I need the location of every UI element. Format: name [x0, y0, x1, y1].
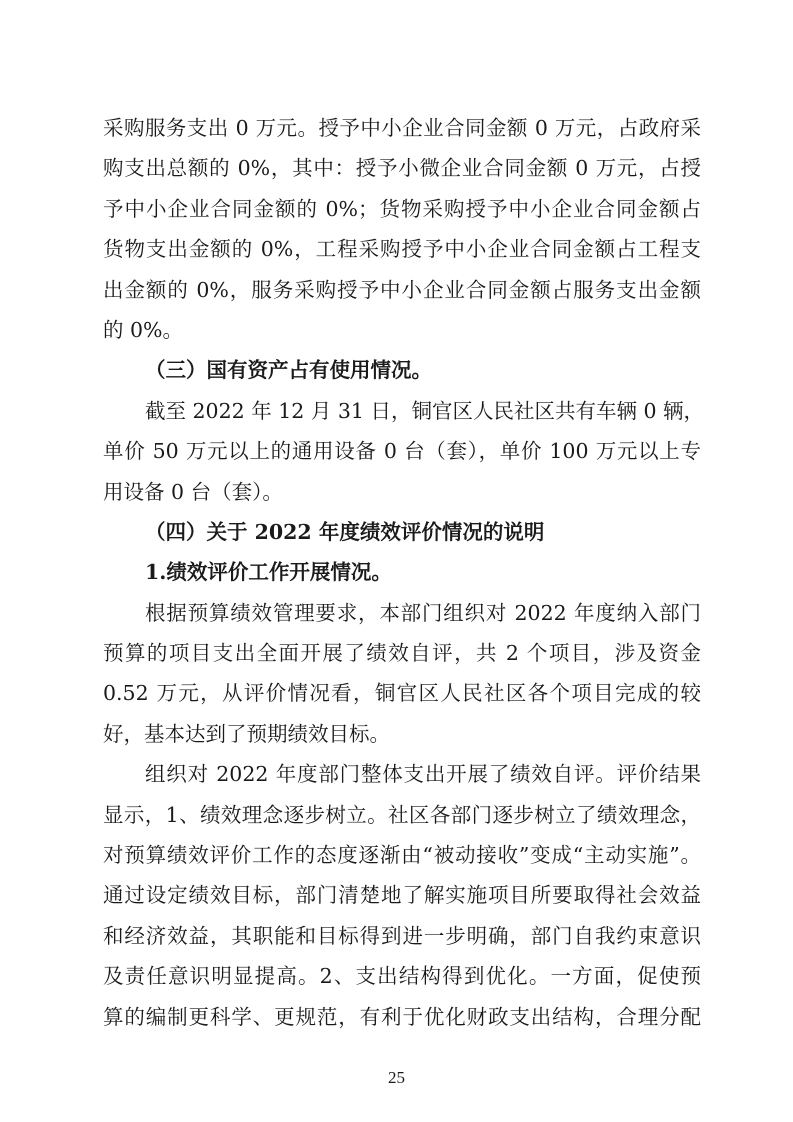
text-line: 予中小企业合同金额的 0%；货物采购授予中小企业合同金额占 [103, 196, 701, 221]
text-line: 算的编制更科学、更规范，有利于优化财政支出结构，合理分配 [103, 1004, 701, 1029]
page-number: 25 [388, 1068, 405, 1087]
text-line: 根据预算绩效管理要求，本部门组织对 2022 年度纳入部门 [145, 600, 701, 625]
section-heading-line: （三）国有资产占有使用情况。 [145, 358, 432, 383]
text-line: 的 0%。 [103, 317, 184, 342]
text-line: 及责任意识明显提高。2、支出结构得到优化。一方面，促使预 [103, 964, 701, 989]
text-line: 出金额的 0%，服务采购授予中小企业合同金额占服务支出金额 [103, 277, 701, 302]
text-line: 组织对 2022 年度部门整体支出开展了绩效自评。评价结果 [145, 762, 701, 787]
text-line: 显示，1、绩效理念逐步树立。社区各部门逐步树立了绩效理念， [103, 802, 701, 827]
text-line: 采购服务支出 0 万元。授予中小企业合同金额 0 万元，占政府采 [103, 116, 701, 140]
text-line: 截至 2022 年 12 月 31 日，铜官区人民社区共有车辆 0 辆， [145, 398, 705, 423]
section-heading-line: 1.绩效评价工作开展情况。 [145, 560, 392, 585]
document-body [103, 108, 705, 1037]
text-line: 和经济效益，其职能和目标得到进一步明确，部门自我约束意识 [103, 923, 701, 948]
text-line: 好，基本达到了预期绩效目标。 [103, 721, 390, 746]
text-line: 通过设定绩效目标，部门清楚地了解实施项目所要取得社会效益 [103, 883, 701, 908]
text-line: 单价 50 万元以上的通用设备 0 台（套），单价 100 万元以上专 [103, 439, 701, 464]
text-line: 0.52 万元，从评价情况看，铜官区人民社区各个项目完成的较 [103, 681, 701, 706]
text-line: 对预算绩效评价工作的态度逐渐由“被动接收”变成“主动实施”。 [103, 843, 701, 868]
text-line: 预算的项目支出全面开展了绩效自评，共 2 个项目，涉及资金 [103, 641, 701, 666]
section-heading-line: （四）关于 2022 年度绩效评价情况的说明 [145, 519, 545, 544]
text-line: 购支出总额的 0%，其中：授予小微企业合同金额 0 万元，占授 [103, 156, 701, 181]
text-line: 用设备 0 台（套）。 [103, 479, 283, 504]
text-line: 货物支出金额的 0%，工程采购授予中小企业合同金额占工程支 [103, 237, 701, 262]
